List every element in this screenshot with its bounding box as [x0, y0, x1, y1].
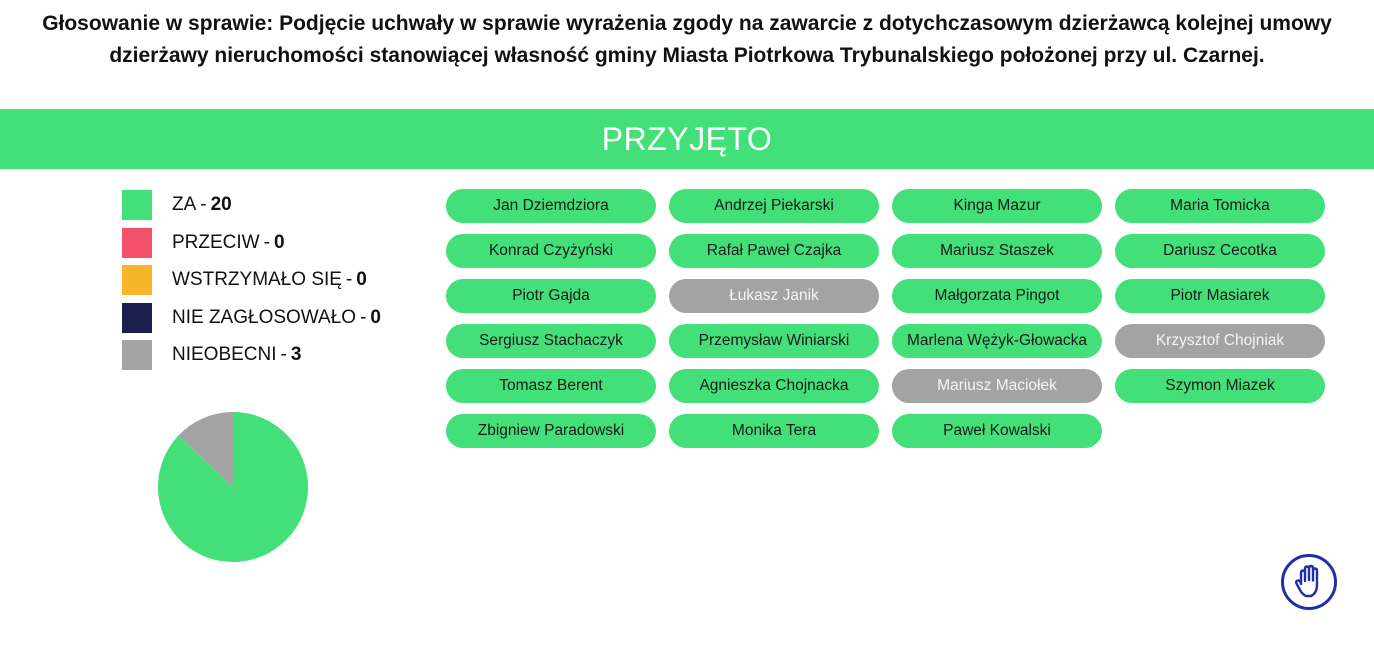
pie-svg	[157, 411, 309, 563]
voter-pill: Paweł Kowalski	[892, 414, 1102, 448]
voters-grid	[446, 189, 1326, 448]
legend-item-za	[122, 190, 422, 220]
result-banner	[0, 109, 1374, 169]
voter-pill: Mariusz Staszek	[892, 234, 1102, 268]
legend-item-wstrzymalo	[122, 265, 422, 295]
voter-pill: Sergiusz Stachaczyk	[446, 324, 656, 358]
raised-hand-icon	[1292, 564, 1326, 600]
legend-separator: -	[360, 306, 367, 328]
voter-pill: Kinga Mazur	[892, 189, 1102, 223]
legend-separator: -	[263, 231, 270, 253]
legend-text-za	[172, 194, 232, 216]
result-label: PRZYJĘTO	[601, 120, 773, 157]
voter-pill: Piotr Gajda	[446, 279, 656, 313]
voter-pill: Łukasz Janik	[669, 279, 879, 313]
legend-count: 3	[290, 344, 302, 365]
legend-swatch-nie-zaglosowalo	[122, 303, 152, 333]
legend-item-nieobecni	[122, 340, 422, 370]
vote-legend	[122, 190, 422, 378]
legend-swatch-przeciw	[122, 228, 152, 258]
voter-pill: Rafał Paweł Czajka	[669, 234, 879, 268]
legend-separator: -	[200, 194, 207, 215]
voter-pill: Małgorzata Pingot	[892, 279, 1102, 313]
voter-pill: Przemysław Winiarski	[669, 324, 879, 358]
legend-swatch-wstrzymalo	[122, 265, 152, 295]
voter-pill: Konrad Czyżyński	[446, 234, 656, 268]
legend-text-nieobecni	[172, 344, 301, 366]
legend-count: 20	[210, 194, 232, 215]
vote-title: Głosowanie w sprawie: Podjęcie uchwały w sprawie wyrażenia zgody na zawarcie z dotychczasowym dzierżawcą kolejnej umowy dzierżawy nieruchomości stanowiącej własność gminy Miasta Piotrkowa Trybunalskiego położonej przy ul. Czarnej.	[42, 12, 1332, 67]
voter-pill: Monika Tera	[669, 414, 879, 448]
voter-pill: Tomasz Berent	[446, 369, 656, 403]
legend-label: NIEOBECNI	[172, 344, 277, 365]
voter-pill: Piotr Masiarek	[1115, 279, 1325, 313]
legend-count: 0	[273, 231, 285, 253]
legend-swatch-za	[122, 190, 152, 220]
voter-pill: Dariusz Cecotka	[1115, 234, 1325, 268]
voter-pill: Szymon Miazek	[1115, 369, 1325, 403]
legend-label: ZA	[172, 194, 197, 215]
legend-item-nie-zaglosowalo	[122, 303, 422, 333]
legend-label: WSTRZYMAŁO SIĘ	[172, 269, 342, 290]
legend-text-wstrzymalo	[172, 269, 367, 291]
legend-separator: -	[280, 344, 287, 365]
legend-count: 0	[370, 306, 381, 328]
legend-label: PRZECIW	[172, 231, 260, 253]
legend-item-przeciw	[122, 228, 422, 258]
legend-separator: -	[345, 269, 353, 290]
legend-label: NIE ZAGŁOSOWAŁO	[172, 306, 357, 328]
voter-pill: Marlena Wężyk-Głowacka	[892, 324, 1102, 358]
voter-pill: Krzysztof Chojniak	[1115, 324, 1325, 358]
voter-pill: Mariusz Maciołek	[892, 369, 1102, 403]
legend-text-przeciw	[172, 232, 285, 254]
voter-pill: Maria Tomicka	[1115, 189, 1325, 223]
legend-count: 0	[356, 269, 367, 290]
voter-pill: Zbigniew Paradowski	[446, 414, 656, 448]
legend-swatch-nieobecni	[122, 340, 152, 370]
vote-pie-chart	[157, 411, 309, 563]
raise-hand-button[interactable]	[1281, 554, 1337, 610]
voter-pill: Jan Dziemdziora	[446, 189, 656, 223]
legend-text-nie-zaglosowalo	[172, 307, 381, 329]
voter-pill: Andrzej Piekarski	[669, 189, 879, 223]
voter-pill: Agnieszka Chojnacka	[669, 369, 879, 403]
